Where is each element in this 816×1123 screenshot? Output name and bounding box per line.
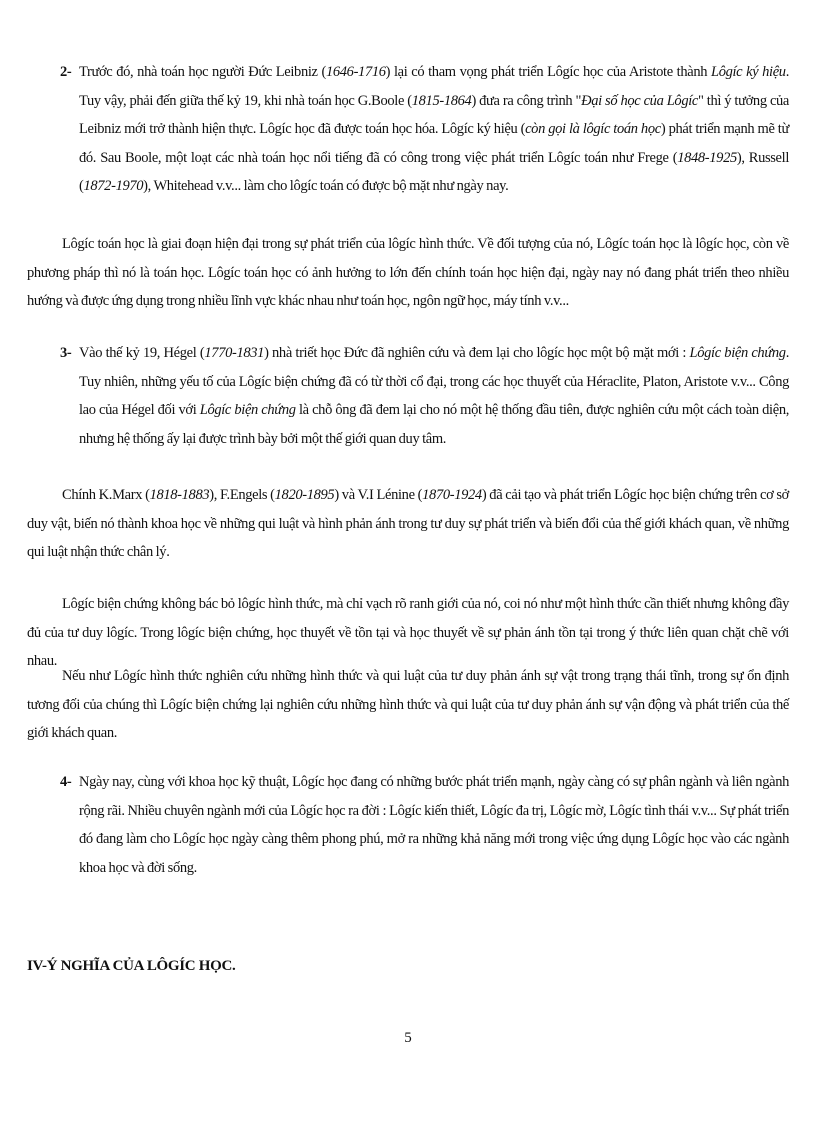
section-heading: IV-Ý NGHĨA CỦA LÔGÍC HỌC. (27, 958, 236, 974)
list-item-3: 3- Vào thế kỷ 19, Hégel (1770-1831) nhà triết học Đức đã nghiên cứu và đem lại cho lôgíc học một bộ mặt mới : Lôgíc biện chứng. Tuy nhiên, những yếu tố của Lôgíc biện chứng đã có từ thời cổ đại, trong các học thuyết của Héraclite, Platon, Aristote v.v... Công lao của Hégel đối với Lôgíc biện chứng là chỗ ông đã đem lại cho nó một hệ thống đầu tiên, được nghiên cứu một cách toàn diện, nhưng hệ thống ấy lại được trình bày bởi một thế giới quan duy tâm. (79, 339, 789, 453)
paragraph-marx-engels: Chính K.Marx (1818-1883), F.Engels (1820-1895) và V.I Lénine (1870-1924) đã cải tạo và phát triển Lôgíc học biện chứng trên cơ sở duy vật, biến nó thành khoa học về những qui luật và hình phản ánh trong tư duy sự phát triển và biến đổi của thế giới khách quan, về những qui luật nhận thức chân lý. (27, 487, 789, 560)
list-item-2: 2- Trước đó, nhà toán học người Đức Leibniz (1646-1716) lại có tham vọng phát triển Lôgíc học của Aristote thành Lôgíc ký hiệu. Tuy vậy, phải đến giữa thế kỷ 19, khi nhà toán học G.Boole (1815-1864) đưa ra công trình "Đại số học của Lôgíc" thì ý tưởng của Leibniz mới trở thành hiện thực. Lôgíc học đã được toán học hóa. Lôgíc ký hiệu (còn gọi là lôgíc toán học) phát triển mạnh mẽ từ đó. Sau Boole, một loạt các nhà toán học nổi tiếng đã có công trong việc phát triển Lôgíc toán như Frege (1848-1925), Russell (1872-1970), Whitehead v.v... làm cho lôgíc toán có được bộ mặt như ngày nay. (79, 58, 789, 201)
list-number: 4- (60, 774, 72, 790)
paragraph-dialectic: Lôgíc biện chứng không bác bỏ lôgíc hình thức, mà chỉ vạch rõ ranh giới của nó, coi nó như một hình thức cần thiết nhưng không đầy đủ của tư duy lôgíc. Trong lôgíc biện chứng, học thuyết về tồn tại và học thuyết về sự phản ánh tồn tại trong ý thức liên quan chặt chẽ với nhau. (27, 596, 789, 669)
list-number: 3- (60, 345, 72, 361)
paragraph-formal-vs-dialectic: Nếu như Lôgíc hình thức nghiên cứu những hình thức và qui luật của tư duy phản ánh sự vật trong trạng thái tĩnh, trong sự ổn định tương đối của chúng thì Lôgíc biện chứng lại nghiên cứu những hình thức và qui luật của tư duy phản ánh sự vận động và phát triển của thế giới khách quan. (27, 668, 789, 741)
list-number: 2- (60, 64, 72, 80)
page-number: 5 (404, 1030, 412, 1046)
list-item-4: 4- Ngày nay, cùng với khoa học kỹ thuật, Lôgíc học đang có những bước phát triển mạnh, ngày càng có sự phân ngành và liên ngành rộng rãi. Nhiều chuyên ngành mới của Lôgíc học ra đời : Lôgíc kiến thiết, Lôgíc đa trị, Lôgíc mờ, Lôgíc tình thái v.v... Sự phát triển đó đang làm cho Lôgíc học ngày càng thêm phong phú, mở ra những khả năng mới trong việc ứng dụng Lôgíc học vào các ngành khoa học và đời sống. (79, 768, 789, 882)
paragraph-logic-math: Lôgíc toán học là giai đoạn hiện đại trong sự phát triển của lôgíc hình thức. Về đối tượng của nó, Lôgíc toán học là lôgíc học, còn về phương pháp thì nó là toán học. Lôgíc toán học có ảnh hưởng to lớn đến chính toán học hiện đại, ngày nay nó đang phát triển theo nhiều hướng và được ứng dụng trong nhiều lĩnh vực khác nhau như toán học, ngôn ngữ học, máy tính v.v... (27, 236, 789, 309)
